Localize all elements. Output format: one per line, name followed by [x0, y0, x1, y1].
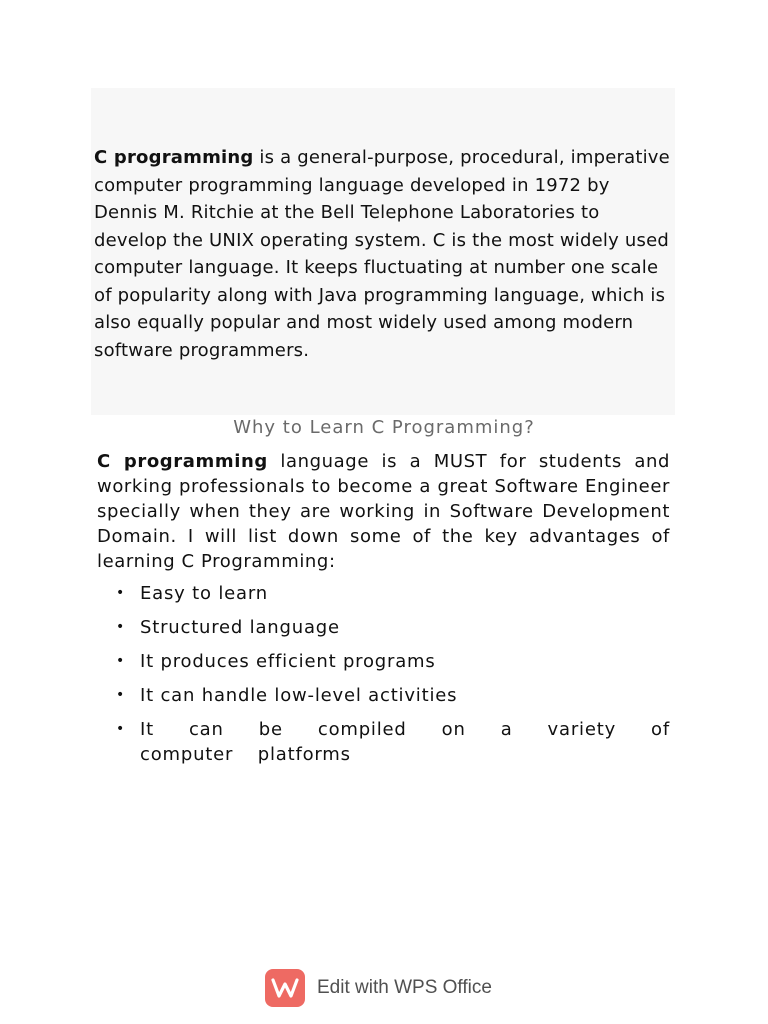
list-item	[116, 649, 670, 674]
bullet-icon: •	[116, 585, 126, 601]
intro-body-text: is a general-purpose, procedural, imperative computer programming language developed in 1972 by Dennis M. Ritchie at the Bell Telephone Laboratories to develop the UNIX operating system. C is the most widely used computer language. It keeps fluctuating at number one scale of popularity along with Java programming language, which is also equally popular and most widely used among modern software programmers.	[94, 147, 670, 361]
wps-w-icon	[271, 977, 299, 999]
bullet-icon: •	[116, 721, 126, 737]
wps-logo-icon	[265, 969, 305, 1007]
list-item	[116, 717, 670, 767]
bullet-icon: •	[116, 653, 126, 669]
lead-bold-term: C programming	[97, 451, 268, 472]
advantages-list	[116, 581, 670, 776]
list-item	[116, 615, 670, 640]
bullet-icon: •	[116, 687, 126, 703]
list-item-text: It produces efficient programs	[140, 651, 436, 672]
list-item-text: Structured language	[140, 617, 340, 638]
list-item	[116, 683, 670, 708]
list-item-text: It can be compiled on a variety of computer platforms	[140, 719, 670, 765]
lead-body-text: language is a MUST for students and working professionals to become a great Software Engineer specially when they are working in Software Development Domain. I will list down some of the key advantages of learning C Programming:	[97, 451, 670, 572]
list-item-text: Easy to learn	[140, 583, 268, 604]
list-item-text: It can handle low-level activities	[140, 685, 458, 706]
intro-paragraph	[94, 144, 670, 364]
bullet-icon: •	[116, 619, 126, 635]
intro-bold-term: C programming	[94, 147, 254, 168]
lead-paragraph	[97, 449, 670, 574]
wps-edit-banner[interactable]	[265, 968, 492, 1008]
section-heading: Why to Learn C Programming?	[233, 417, 535, 438]
wps-edit-label[interactable]: Edit with WPS Office	[317, 977, 492, 998]
list-item	[116, 581, 670, 606]
